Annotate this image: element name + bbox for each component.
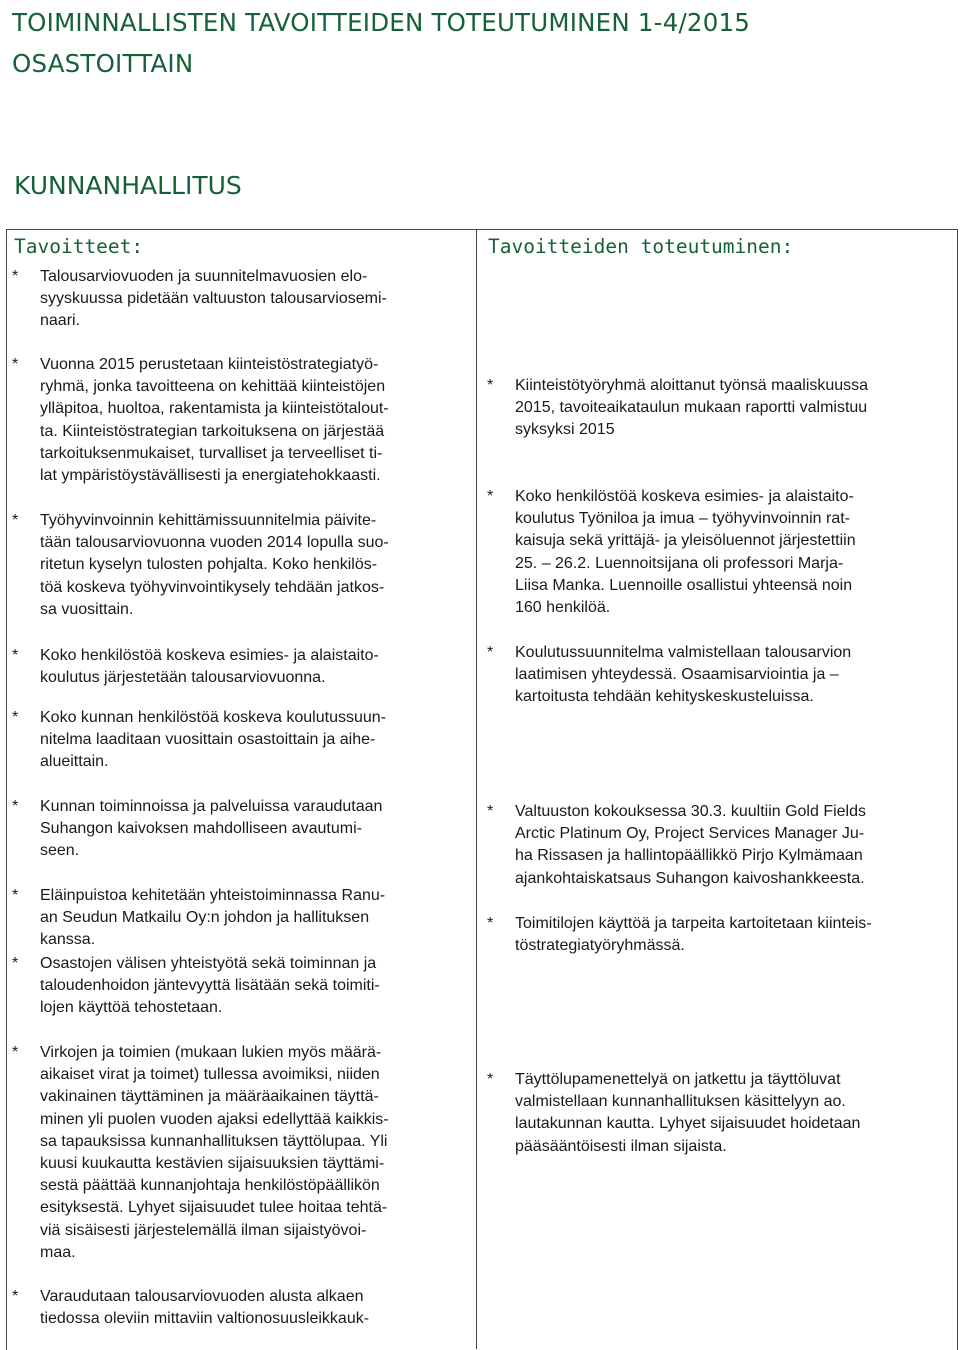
realization-item [487, 486, 947, 619]
bullet-asterisk: * [487, 915, 494, 932]
bullet-asterisk: * [12, 512, 19, 529]
goal-text: Talousarviovuoden ja suunnitelmavuosien elo- syyskuussa pidetään valtuuston talousarviosemi- naari. [40, 268, 387, 330]
realization-item [487, 642, 947, 709]
bullet-asterisk: * [12, 268, 19, 285]
realization-item [487, 913, 947, 957]
realization-item [487, 801, 947, 890]
goal-item [12, 645, 472, 689]
bullet-asterisk: * [12, 887, 19, 904]
realization-text: Valtuuston kokouksessa 30.3. kuultiin Gold Fields Arctic Platinum Oy, Project Services Manager Ju- ha Rissasen ja hallintopäällikkö Pirjo Kylmämaan ajankohtaiskatsaus Suhangon kaivoshankkeesta. [515, 803, 867, 887]
left-column-heading: Tavoitteet: [14, 235, 144, 258]
realization-item [487, 1069, 947, 1158]
page-title [12, 2, 750, 84]
bullet-asterisk: * [12, 709, 19, 726]
page-title-line-2: OSASTOITTAIN [12, 49, 194, 78]
bullet-asterisk: * [487, 803, 494, 820]
goal-text: Koko kunnan henkilöstöä koskeva koulutussuun- nitelma laaditaan vuosittain osastoittain ja aihe- alueittain. [40, 709, 386, 771]
realization-text: Koulutussuunnitelma valmistellaan talousarvion laatimisen yhteydessä. Osaamisarviointia ja – kartoitusta tehdään kehityskeskusteluissa. [515, 644, 852, 706]
bullet-asterisk: * [487, 1071, 494, 1088]
goal-text: Virkojen ja toimien (mukaan lukien myös määrä- aikaiset virat ja toimet) tullessa avoimiksi, niiden vakinainen täyttäminen ja määräaikainen täyttä- minen yli puolen vuoden ajaksi edellyttää kaikkis- sa tapauksissa kunnanhallituksen täyttölupaa. Yli kuusi kuukautta kestävien sijaisuuksien täyttämi- sestä päättää kunnanjohtaja henkilöstöpäällikön esityksestä. Lyhyet sijaisuudet tulee hoitaa tehtä- viä sisäisesti järjestelemällä ilman sijaistyövoi- maa. [40, 1044, 389, 1261]
realization-text: Toimitilojen käyttöä ja tarpeita kartoitetaan kiinteis- töstrategiatyöryhmässä. [515, 915, 872, 955]
goal-item [12, 1042, 472, 1264]
goal-item [12, 510, 472, 621]
bullet-asterisk: * [487, 377, 494, 394]
column-divider [476, 229, 477, 1349]
goal-item [12, 796, 472, 863]
bullet-asterisk: * [12, 955, 19, 972]
page-title-line-1: TOIMINNALLISTEN TAVOITTEIDEN TOTEUTUMINEN 1-4/2015 [12, 8, 751, 37]
bullet-asterisk: * [12, 356, 19, 373]
realization-text: Koko henkilöstöä koskeva esimies- ja alaistaito- koulutus Työniloa ja imua – työhyvinvoinnin rat- kaisuja sekä yrittäjä- ja yleisöluennot järjestettiin 25. – 26.2. Luennoitsijana oli professori Marja- Liisa Manka. Luennoille osallistui yhteensä noin 160 henkilöä. [515, 488, 856, 617]
bullet-asterisk: * [487, 488, 494, 505]
goal-text: Osastojen välisen yhteistyötä sekä toiminnan ja taloudenhoidon jäntevyyttä lisätään sekä toimiti- lojen käyttöä tehostetaan. [40, 955, 380, 1017]
realization-text: Kiinteistötyöryhmä aloittanut työnsä maaliskuussa 2015, tavoiteaikataulun mukaan raportti valmistuu syksyksi 2015 [515, 377, 869, 439]
goal-text: Vuonna 2015 perustetaan kiinteistöstrategiatyö- ryhmä, jonka tavoitteena on kehittää kiinteistöjen ylläpitoa, huoltoa, rakentamista ja kiinteistötalout- ta. Kiinteistöstrategian tarkoituksena on järjestää tarkoituksenmukaiset, turvalliset ja terveelliset ti- lat ympäristöystävällisesti ja energiatehokkaasti. [40, 356, 389, 485]
goal-text: Työhyvinvoinnin kehittämissuunnitelmia päivite- tään talousarviovuonna vuoden 2014 lopulla suo- ritetun kyselyn tulosten pohjalta. Koko henkilös- töä koskeva työhyvinvointikysely tehdään jatkos- sa vuosittain. [40, 512, 389, 618]
bullet-asterisk: * [12, 1288, 19, 1305]
realization-item [487, 375, 947, 442]
goal-text: Koko henkilöstöä koskeva esimies- ja alaistaito- koulutus järjestetään talousarviovuonna. [40, 647, 379, 687]
right-column-heading: Tavoitteiden toteutuminen: [488, 235, 794, 258]
goal-text: Eläinpuistoa kehitetään yhteistoiminnassa Ranu- an Seudun Matkailu Oy:n johdon ja hallituksen kanssa. [40, 887, 386, 949]
section-heading: KUNNANHALLITUS [14, 171, 242, 200]
bullet-asterisk: * [487, 644, 494, 661]
bullet-asterisk: * [12, 798, 19, 815]
goal-item [12, 953, 472, 1020]
goal-text: Varaudutaan talousarviovuoden alusta alkaen tiedossa oleviin mittaviin valtionosuusleikkauk- [40, 1288, 370, 1328]
bullet-asterisk: * [12, 647, 19, 664]
realization-text: Täyttölupamenettelyä on jatkettu ja täyttöluvat valmistellaan kunnanhallituksen käsittelyyn ao. lautakunnan kautta. Lyhyet sijaisuudet hoidetaan pääsääntöisesti ilman sijaista. [515, 1071, 861, 1155]
goal-text: Kunnan toiminnoissa ja palveluissa varaudutaan Suhangon kaivoksen mahdolliseen avautumi- seen. [40, 798, 383, 860]
goal-item [12, 885, 472, 952]
goal-item [12, 266, 472, 333]
bullet-asterisk: * [12, 1044, 19, 1061]
goal-item [12, 354, 472, 487]
goal-item [12, 707, 472, 774]
goal-item [12, 1286, 472, 1330]
